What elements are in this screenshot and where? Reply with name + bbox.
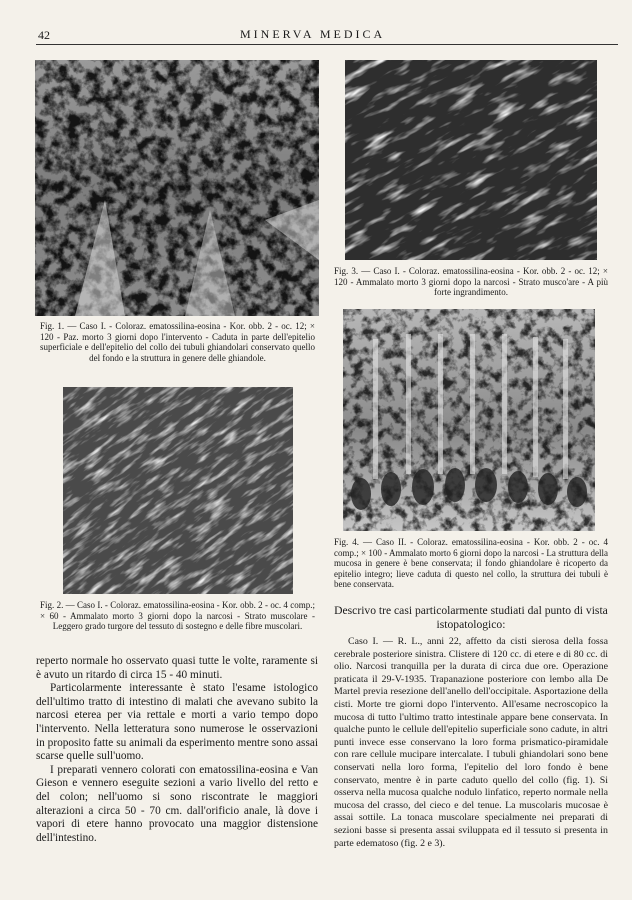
right-column-text: [334, 636, 608, 850]
case-1-paragraph: Caso I. — R. L., anni 22, affetto da cisti sierosa della fossa cerebrale posteriore sinistra. Clistere di 120 cc. di etere e di 80 cc. di olio. Narcosi tranquilla per la durata di circa due ore. Operazione praticata il 29-V-1935. Trapanazione posteriore con lembo alla De Martel previa resezione dell'anello dell'occipitale. Asportazione della cisti. Morte tre giorni dopo l'intervento. All'esame necroscopico la mucosa di tutto l'ultimo tratto intestinale appare bene conservata. In qualche punto le cellule dell'epitelio superficiale sono cadute, in altri punti invece esse conservano la loro forma prismatico-piramidale con rare cellule mucipare intercalate. I tubuli ghiandolari sono bene conservati nella loro forma, l'epitelio del loro fondo è bene conservato, mentre è in parte caduto quello del collo (fig. 1). Si osserva nella mucosa qualche nodulo linfatico, reperto normale nella mucosa del crasso, del cieco e del tenue. La muscolaris mucosae è assai sottile. La tonaca muscolare specialmente nei preparati di sezioni basse si presenta assai sviluppata ed il tessuto si presenta in parte edematoso (fig. 2 e 3).: [334, 636, 608, 849]
left-column-text: [36, 655, 318, 845]
section-title: Descrivo tre casi particolarmente studiati dal punto di vista istopatologico:: [334, 604, 608, 631]
left-paragraph-3: I preparati vennero colorati con ematossilina-eosina e Van Gieson e vennero eseguite sezioni a vario livello del retto e del colon; nell'uomo si sono riscontrate le maggiori alterazioni a circa 50 - 70 cm. dall'orificio anale, là dove i vapori di etere hanno provocato una maggior distensione dell'intestino.: [36, 763, 318, 844]
figure-4-caption: Fig. 4. — Caso II. - Coloraz. ematossilina-eosina - Kor. obb. 2 - oc. 4 comp.; × 100 - Ammalato morto 6 giorni dopo la narcosi - La struttura della mucosa in genere è bene conservata; il fondo ghiandolare è ricoperto da epitelio integro; lieve caduta di questo nel collo, la struttura dei tubuli è bene conservata.: [334, 537, 608, 590]
figure-3-image: [345, 60, 597, 260]
figure-2-image: [63, 387, 293, 594]
left-paragraph-2: Particolarmente interessante è stato l'esame istologico dell'ultimo tratto di intestino di malati che avevano subito la narcosi eterea per via rettale e morti a vario tempo dopo l'intervento. Nella letteratura sono numerose le osservazioni in proposito fatte su animali da esperimento mentre sono assai scarse quelle sull'uomo.: [36, 682, 318, 763]
page-number: 42: [38, 28, 50, 42]
figure-3-caption: Fig. 3. — Caso I. - Coloraz. ematossilina-eosina - Kor. obb. 2 - oc. 12; × 120 - Ammalato morto 3 giorni dopo la narcosi - Strato musco'are - A più forte ingrandimento.: [334, 266, 608, 298]
figure-2-caption: Fig. 2. — Caso I. - Coloraz. ematossilina-eosina - Kor. obb. 2 - oc. 4 comp.; × 60 - Ammalato morto 3 giorni dopo la narcosi - Strato muscolare - Leggero grado turgore del tessuto di sostegno e delle fibre muscolari.: [40, 600, 315, 632]
figure-4-image: [343, 309, 595, 531]
journal-title: MINERVA MEDICA: [240, 27, 386, 41]
left-paragraph-1: reperto normale ho osservato quasi tutte le volte, raramente si è avuto un ritardo di circa 15 - 40 minuti.: [36, 655, 318, 681]
header-rule: [36, 44, 618, 45]
figure-1-caption: Fig. 1. — Caso I. - Coloraz. ematossilina-eosina - Kor. obb. 2 - oc. 12; × 120 - Paz. morto 3 giorni dopo l'intervento - Caduta in parte dell'epitelio superficiale e dell'epitelio del collo dei tubuli ghiandolari conservato quello del fondo e la struttura in genere delle ghiandole.: [40, 321, 315, 363]
figure-1-image: [35, 60, 319, 316]
